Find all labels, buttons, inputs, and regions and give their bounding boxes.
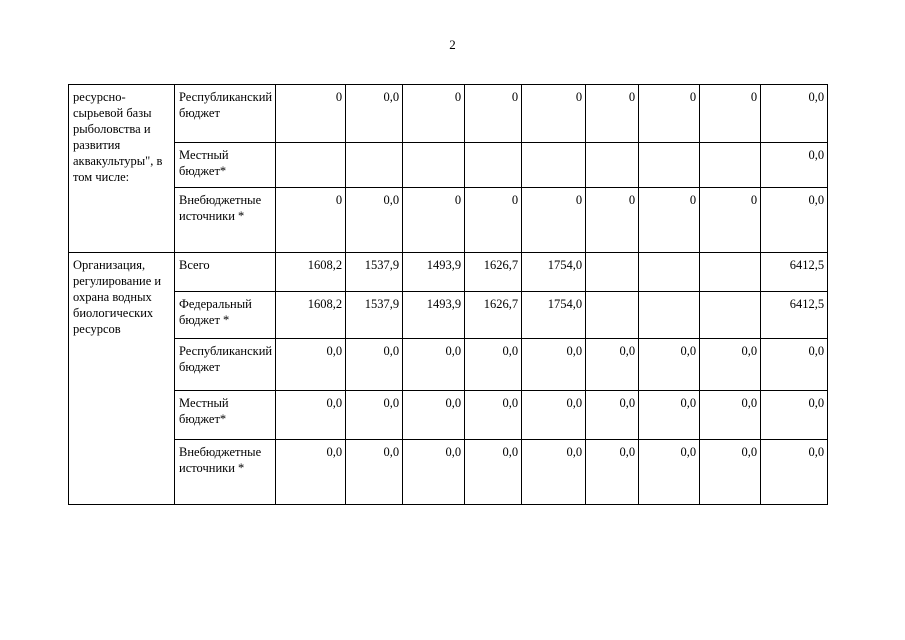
funding-source-cell: Местный бюджет* bbox=[175, 143, 276, 188]
value-cell bbox=[586, 143, 639, 188]
table-row bbox=[69, 440, 828, 505]
funding-source-cell: Внебюджетные источники * bbox=[175, 440, 276, 505]
budget-table bbox=[68, 84, 828, 505]
total-cell: 0,0 bbox=[761, 143, 828, 188]
value-cell bbox=[586, 253, 639, 292]
value-cell bbox=[522, 143, 586, 188]
value-cell: 0,0 bbox=[586, 339, 639, 391]
value-cell: 0 bbox=[403, 188, 465, 253]
value-cell: 0,0 bbox=[465, 391, 522, 440]
value-cell: 1537,9 bbox=[346, 253, 403, 292]
total-cell: 6412,5 bbox=[761, 292, 828, 339]
value-cell: 0,0 bbox=[522, 339, 586, 391]
total-cell: 0,0 bbox=[761, 339, 828, 391]
value-cell: 0,0 bbox=[465, 339, 522, 391]
value-cell: 0,0 bbox=[346, 188, 403, 253]
value-cell: 0 bbox=[639, 85, 700, 143]
value-cell: 0,0 bbox=[346, 440, 403, 505]
value-cell: 0,0 bbox=[522, 440, 586, 505]
value-cell: 1626,7 bbox=[465, 253, 522, 292]
value-cell: 1608,2 bbox=[276, 253, 346, 292]
value-cell bbox=[639, 253, 700, 292]
funding-source-cell: Федеральный бюджет * bbox=[175, 292, 276, 339]
value-cell: 1493,9 bbox=[403, 292, 465, 339]
value-cell: 0 bbox=[276, 85, 346, 143]
value-cell bbox=[639, 292, 700, 339]
value-cell: 0,0 bbox=[522, 391, 586, 440]
value-cell: 0 bbox=[586, 85, 639, 143]
value-cell: 0,0 bbox=[700, 440, 761, 505]
page-number: 2 bbox=[449, 37, 456, 52]
value-cell: 0 bbox=[586, 188, 639, 253]
value-cell: 0,0 bbox=[465, 440, 522, 505]
total-cell: 0,0 bbox=[761, 85, 828, 143]
value-cell bbox=[700, 253, 761, 292]
value-cell: 0,0 bbox=[276, 339, 346, 391]
value-cell: 0 bbox=[522, 85, 586, 143]
value-cell: 0,0 bbox=[586, 440, 639, 505]
value-cell: 0 bbox=[465, 188, 522, 253]
total-cell: 6412,5 bbox=[761, 253, 828, 292]
value-cell bbox=[346, 143, 403, 188]
value-cell: 0,0 bbox=[346, 339, 403, 391]
funding-source-cell: Республиканский бюджет bbox=[175, 339, 276, 391]
value-cell: 1754,0 bbox=[522, 292, 586, 339]
table-row bbox=[69, 85, 828, 143]
value-cell bbox=[700, 292, 761, 339]
value-cell: 0,0 bbox=[276, 391, 346, 440]
value-cell: 0 bbox=[403, 85, 465, 143]
table-row bbox=[69, 292, 828, 339]
value-cell: 0,0 bbox=[276, 440, 346, 505]
funding-source-cell: Местный бюджет* bbox=[175, 391, 276, 440]
total-cell: 0,0 bbox=[761, 188, 828, 253]
value-cell: 1608,2 bbox=[276, 292, 346, 339]
value-cell bbox=[639, 143, 700, 188]
value-cell: 0 bbox=[700, 188, 761, 253]
value-cell bbox=[276, 143, 346, 188]
value-cell: 0 bbox=[700, 85, 761, 143]
value-cell: 0 bbox=[276, 188, 346, 253]
value-cell: 0,0 bbox=[639, 391, 700, 440]
value-cell: 0,0 bbox=[346, 391, 403, 440]
value-cell bbox=[586, 292, 639, 339]
value-cell: 1754,0 bbox=[522, 253, 586, 292]
value-cell: 0,0 bbox=[639, 440, 700, 505]
table-row bbox=[69, 391, 828, 440]
value-cell: 0,0 bbox=[403, 339, 465, 391]
value-cell: 0,0 bbox=[700, 391, 761, 440]
funding-source-cell: Внебюджетные источники * bbox=[175, 188, 276, 253]
funding-source-cell: Всего bbox=[175, 253, 276, 292]
value-cell bbox=[465, 143, 522, 188]
table-row bbox=[69, 339, 828, 391]
value-cell: 0,0 bbox=[346, 85, 403, 143]
table-row bbox=[69, 253, 828, 292]
table-row bbox=[69, 143, 828, 188]
value-cell: 1626,7 bbox=[465, 292, 522, 339]
value-cell: 0 bbox=[522, 188, 586, 253]
value-cell: 0,0 bbox=[403, 440, 465, 505]
value-cell bbox=[700, 143, 761, 188]
funding-source-cell: Республиканский бюджет bbox=[175, 85, 276, 143]
total-cell: 0,0 bbox=[761, 440, 828, 505]
value-cell: 0,0 bbox=[586, 391, 639, 440]
value-cell: 1493,9 bbox=[403, 253, 465, 292]
value-cell: 0,0 bbox=[639, 339, 700, 391]
table-row bbox=[69, 188, 828, 253]
program-name-cell: Организация, регулирование и охрана водных биологических ресурсов bbox=[69, 253, 175, 505]
value-cell: 1537,9 bbox=[346, 292, 403, 339]
value-cell: 0,0 bbox=[700, 339, 761, 391]
value-cell: 0,0 bbox=[403, 391, 465, 440]
total-cell: 0,0 bbox=[761, 391, 828, 440]
value-cell: 0 bbox=[639, 188, 700, 253]
value-cell bbox=[403, 143, 465, 188]
value-cell: 0 bbox=[465, 85, 522, 143]
program-name-cell: ресурсно-сырьевой базы рыболовства и развития аквакультуры", в том числе: bbox=[69, 85, 175, 253]
